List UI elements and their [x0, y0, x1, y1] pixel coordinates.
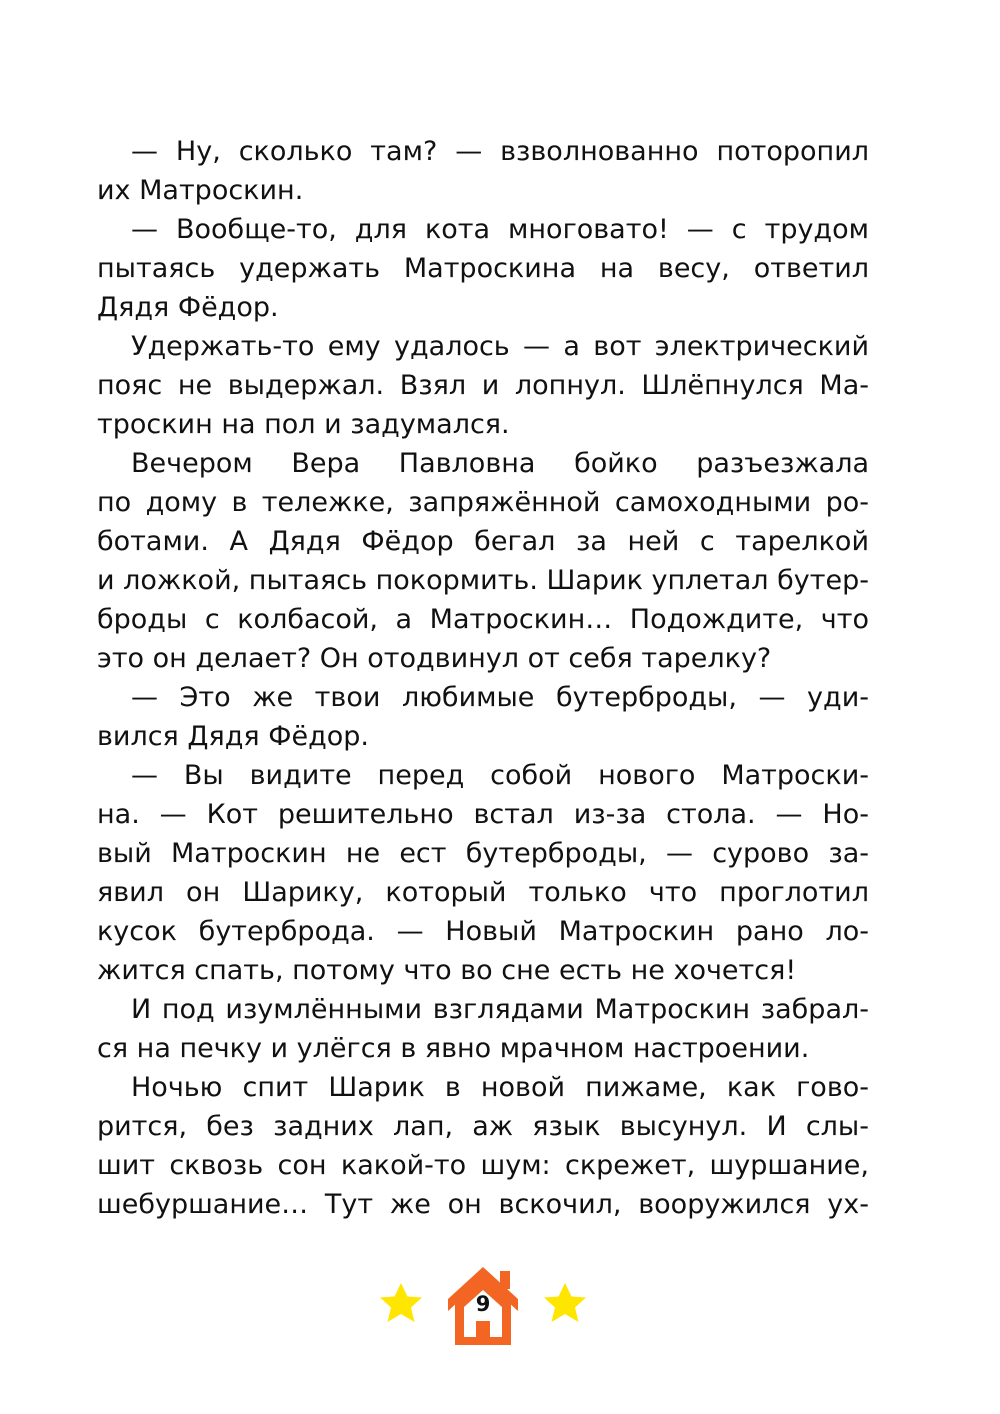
paragraph	[97, 132, 869, 210]
star-icon	[544, 1283, 586, 1322]
text-line: шебуршание… Тут же он вскочил, вооружился ух-	[97, 1189, 869, 1220]
text-line: — Вы видите перед собой нового Матроски-	[131, 760, 869, 791]
paragraph	[97, 990, 869, 1068]
page-footer	[372, 1265, 594, 1347]
text-line: Вечером Вера Павловна бойко разъезжала	[131, 448, 869, 479]
text-line: ся на печку и улёгся в явно мрачном настроении.	[97, 1033, 810, 1064]
text-line: их Матроскин.	[97, 175, 304, 206]
text-line: Удержать-то ему удалось — а вот электрический	[131, 331, 869, 362]
text-line: броды с колбасой, а Матроскин… Подождите, что	[97, 604, 869, 635]
text-line: на. — Кот решительно встал из-за стола. — Но-	[97, 799, 869, 830]
story-text	[97, 132, 869, 1224]
text-line: вый Матроскин не ест бутерброды, — сурово за-	[97, 838, 869, 869]
paragraph	[97, 444, 869, 678]
text-line: жится спать, потому что во сне есть не хочется!	[97, 955, 797, 986]
text-line: по дому в тележке, запряжённой самоходными ро-	[97, 487, 869, 518]
text-line: ботами. А Дядя Фёдор бегал за ней с тарелкой	[97, 526, 869, 557]
star-icon	[380, 1283, 422, 1322]
text-line: И под изумлёнными взглядами Матроскин забрал-	[131, 994, 869, 1025]
text-line: и ложкой, пытаясь покормить. Шарик уплетал бутер-	[97, 565, 869, 596]
text-line: это он делает? Он отодвинул от себя тарелку?	[97, 643, 772, 674]
text-line: Дядя Фёдор.	[97, 292, 279, 323]
text-line: Ночью спит Шарик в новой пижаме, как гово-	[131, 1072, 869, 1103]
paragraph	[97, 1068, 869, 1224]
text-line: рится, без задних лап, аж язык высунул. И слы-	[97, 1111, 869, 1142]
text-line: — Это же твои любимые бутерброды, — уди-	[131, 682, 869, 713]
paragraph	[97, 327, 869, 444]
text-line: — Вообще-то, для кота многовато! — с трудом	[131, 214, 869, 245]
text-line: явил он Шарику, который только что проглотил	[97, 877, 869, 908]
text-line: пояс не выдержал. Взял и лопнул. Шлёпнулся Ма-	[97, 370, 869, 401]
text-line: пытаясь удержать Матроскина на весу, ответил	[97, 253, 869, 284]
text-line: троскин на пол и задумался.	[97, 409, 510, 440]
text-line: шит сквозь сон какой-то шум: скрежет, шуршание,	[97, 1150, 869, 1181]
text-line: вился Дядя Фёдор.	[97, 721, 369, 752]
text-line: кусок бутерброда. — Новый Матроскин рано ло-	[97, 916, 869, 947]
paragraph	[97, 756, 869, 990]
paragraph	[97, 210, 869, 327]
text-line: — Ну, сколько там? — взволнованно поторопил	[131, 136, 869, 167]
page-number: 9	[475, 1292, 491, 1316]
paragraph	[97, 678, 869, 756]
